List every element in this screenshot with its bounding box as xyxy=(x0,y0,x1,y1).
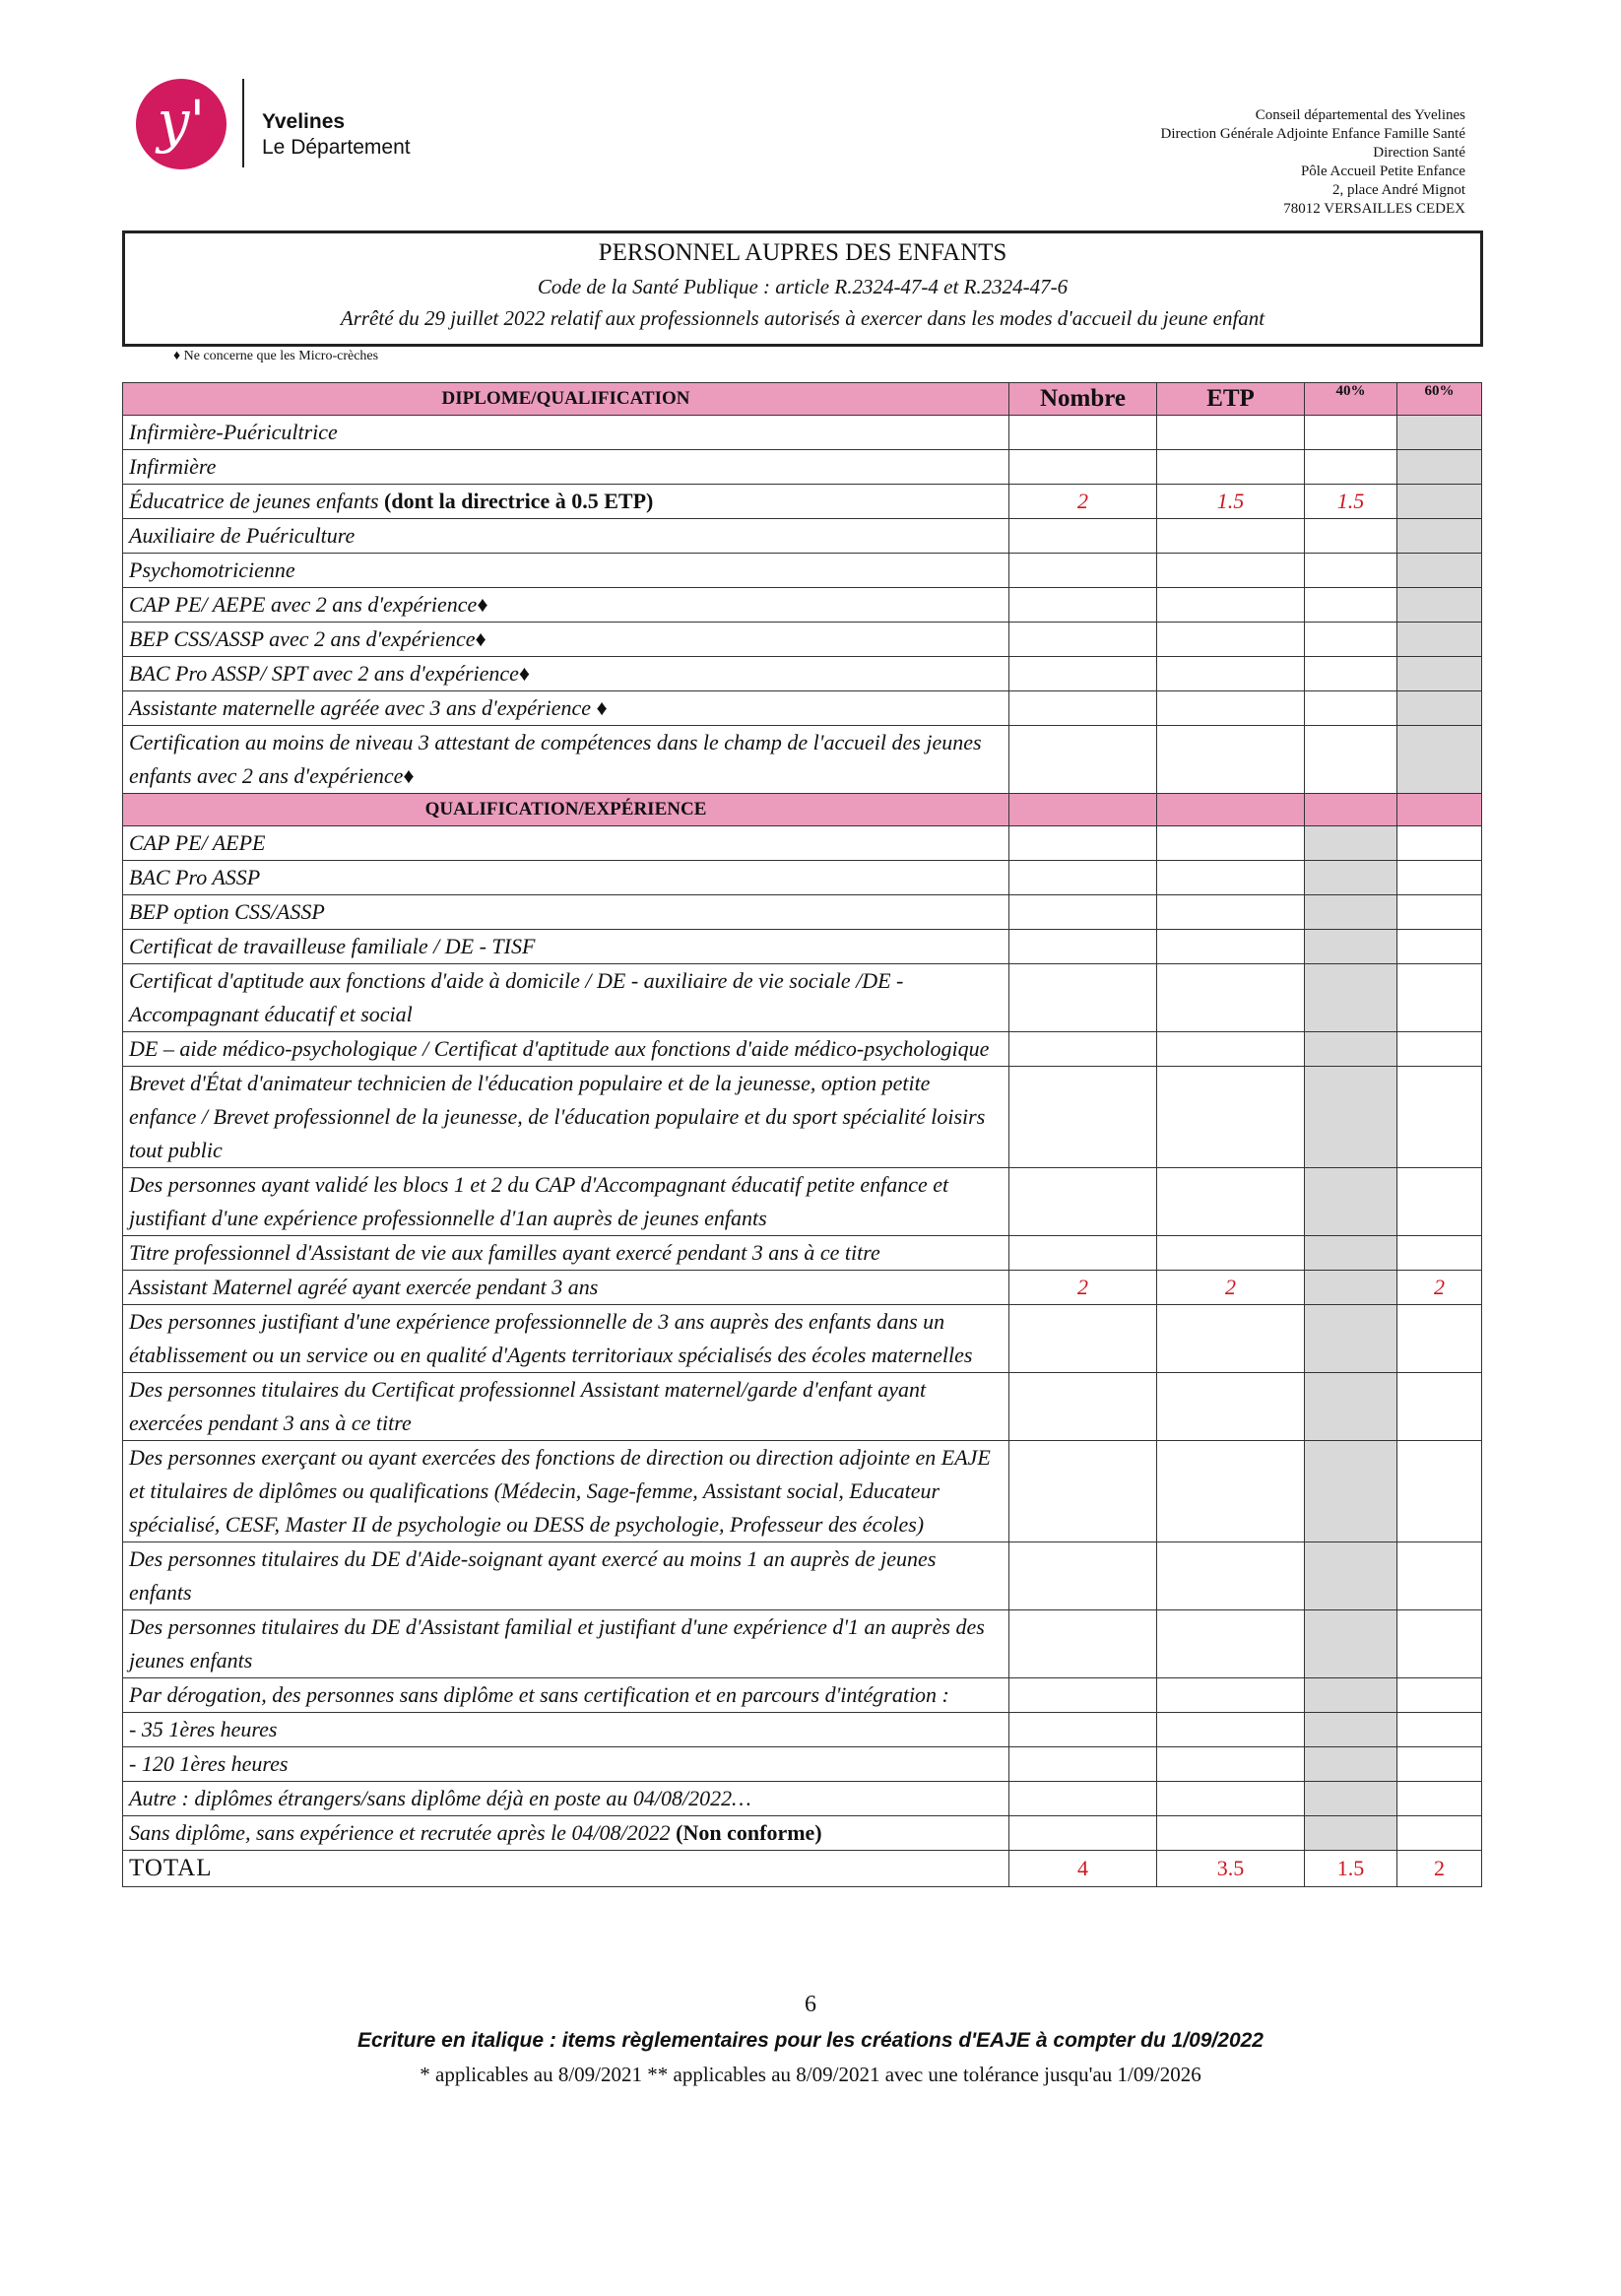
total-60: 2 xyxy=(1397,1851,1482,1887)
cell-etp xyxy=(1157,1067,1305,1168)
cell-60: 2 xyxy=(1397,1271,1482,1305)
row-label xyxy=(123,1610,1009,1678)
table-row xyxy=(123,588,1482,623)
cell-etp xyxy=(1157,1678,1305,1713)
cell-etp xyxy=(1157,1236,1305,1271)
table-row xyxy=(123,826,1482,861)
row-label xyxy=(123,691,1009,726)
total-40: 1.5 xyxy=(1305,1851,1397,1887)
row-label xyxy=(123,1782,1009,1816)
cell-nombre xyxy=(1009,623,1157,657)
cell-nombre xyxy=(1009,416,1157,450)
table-row xyxy=(123,657,1482,691)
cell-60 xyxy=(1397,1067,1482,1168)
cell-etp xyxy=(1157,1373,1305,1441)
table-row xyxy=(123,1542,1482,1610)
row-label xyxy=(123,1067,1009,1168)
cell-nombre xyxy=(1009,691,1157,726)
org-line: Direction Générale Adjointe Enfance Famille Santé xyxy=(1160,126,1465,142)
cell-40 xyxy=(1305,691,1397,726)
cell-etp xyxy=(1157,895,1305,930)
org-line: 2, place André Mignot xyxy=(1332,182,1465,198)
cell-nombre xyxy=(1009,1678,1157,1713)
cell-60 xyxy=(1397,726,1482,794)
cell-40 xyxy=(1305,930,1397,964)
staff-table xyxy=(122,382,1482,1887)
cell-nombre: 2 xyxy=(1009,485,1157,519)
cell-40 xyxy=(1305,826,1397,861)
column-header-nombre: Nombre xyxy=(1009,383,1157,416)
table-header-row xyxy=(123,794,1482,826)
title-box xyxy=(122,230,1483,347)
row-label-text: CAP PE/ AEPE avec 2 ans d'expérience♦ xyxy=(129,592,488,617)
cell-60 xyxy=(1397,930,1482,964)
cell-etp xyxy=(1157,623,1305,657)
cell-60 xyxy=(1397,416,1482,450)
table-row xyxy=(123,1816,1482,1851)
cell-60 xyxy=(1397,1441,1482,1542)
cell-etp xyxy=(1157,1032,1305,1067)
cell-etp xyxy=(1157,450,1305,485)
cell-etp xyxy=(1157,1305,1305,1373)
cell-nombre xyxy=(1009,1168,1157,1236)
cell-60 xyxy=(1397,1678,1482,1713)
cell-60 xyxy=(1397,1305,1482,1373)
cell-40 xyxy=(1305,1032,1397,1067)
row-label-text: Assistant Maternel agréé ayant exercée pendant 3 ans xyxy=(129,1275,599,1299)
row-label-emphasis: (Non conforme) xyxy=(670,1820,822,1845)
cell-nombre xyxy=(1009,1441,1157,1542)
table-row xyxy=(123,691,1482,726)
row-label-text: BEP CSS/ASSP avec 2 ans d'expérience♦ xyxy=(129,626,486,651)
org-line: Conseil départemental des Yvelines xyxy=(1255,107,1465,123)
row-label-text: BEP option CSS/ASSP xyxy=(129,899,325,924)
row-label xyxy=(123,1373,1009,1441)
cell-60 xyxy=(1397,1610,1482,1678)
column-header-60: 60% xyxy=(1397,383,1482,416)
row-label-text: Brevet d'État d'animateur technicien de l'éducation populaire et de la jeunesse, option petite enfance / Brevet professionnel de la jeunesse, de l'éducation populaire et du sport spécialité loisirs tout public xyxy=(129,1071,986,1162)
row-label xyxy=(123,930,1009,964)
cell-nombre: 2 xyxy=(1009,1271,1157,1305)
row-label-text: - 35 1ères heures xyxy=(129,1717,278,1741)
cell-nombre xyxy=(1009,930,1157,964)
table-header-row xyxy=(123,383,1482,416)
cell-nombre xyxy=(1009,1610,1157,1678)
cell-40 xyxy=(1305,964,1397,1032)
cell-etp xyxy=(1157,416,1305,450)
table-row xyxy=(123,895,1482,930)
cell-etp xyxy=(1157,1782,1305,1816)
cell-60 xyxy=(1397,1782,1482,1816)
cell-40 xyxy=(1305,1678,1397,1713)
row-label xyxy=(123,1713,1009,1747)
table-row xyxy=(123,416,1482,450)
table-row xyxy=(123,1271,1482,1305)
cell-40 xyxy=(1305,1816,1397,1851)
cell-etp xyxy=(1157,1441,1305,1542)
yvelines-logo xyxy=(136,79,227,169)
header-blank-cell xyxy=(1157,794,1305,826)
row-label xyxy=(123,861,1009,895)
row-label xyxy=(123,1816,1009,1851)
cell-60 xyxy=(1397,554,1482,588)
header-blank-cell xyxy=(1397,794,1482,826)
cell-nombre xyxy=(1009,964,1157,1032)
organization-address xyxy=(1161,106,1465,219)
row-label-text: Des personnes justifiant d'une expérience professionnelle de 3 ans auprès des enfants dans un établissement ou un service ou en qualité d'Agents territoriaux spécialisés des écoles maternelles xyxy=(129,1309,973,1367)
cell-40: 1.5 xyxy=(1305,485,1397,519)
row-label-text: Psychomotricienne xyxy=(129,558,295,582)
row-label xyxy=(123,554,1009,588)
cell-etp xyxy=(1157,861,1305,895)
cell-40 xyxy=(1305,657,1397,691)
header-blank-cell xyxy=(1305,794,1397,826)
cell-60 xyxy=(1397,1168,1482,1236)
cell-40 xyxy=(1305,588,1397,623)
cell-40 xyxy=(1305,1713,1397,1747)
cell-nombre xyxy=(1009,657,1157,691)
cell-nombre xyxy=(1009,519,1157,554)
total-row xyxy=(123,1851,1482,1887)
page-number: 6 xyxy=(805,1992,816,2017)
row-label xyxy=(123,1747,1009,1782)
section-header-label: QUALIFICATION/EXPÉRIENCE xyxy=(123,794,1009,826)
column-header-40: 40% xyxy=(1305,383,1397,416)
cell-40 xyxy=(1305,416,1397,450)
row-label-text: Infirmière-Puéricultrice xyxy=(129,420,338,444)
cell-nombre xyxy=(1009,1373,1157,1441)
row-label xyxy=(123,1542,1009,1610)
micro-creche-note: ♦ Ne concerne que les Micro-crèches xyxy=(173,349,379,363)
cell-60 xyxy=(1397,826,1482,861)
cell-40 xyxy=(1305,1747,1397,1782)
cell-40 xyxy=(1305,1782,1397,1816)
cell-nombre xyxy=(1009,1747,1157,1782)
cell-40 xyxy=(1305,861,1397,895)
cell-etp: 1.5 xyxy=(1157,485,1305,519)
org-line: Direction Santé xyxy=(1373,145,1465,161)
cell-etp xyxy=(1157,1713,1305,1747)
cell-etp xyxy=(1157,1610,1305,1678)
table-row xyxy=(123,1236,1482,1271)
row-label-text: - 120 1ères heures xyxy=(129,1751,289,1776)
cell-etp xyxy=(1157,691,1305,726)
row-label xyxy=(123,1678,1009,1713)
row-label xyxy=(123,1305,1009,1373)
table-row xyxy=(123,1782,1482,1816)
row-label xyxy=(123,623,1009,657)
row-label xyxy=(123,657,1009,691)
table-row xyxy=(123,519,1482,554)
cell-etp xyxy=(1157,519,1305,554)
cell-60 xyxy=(1397,1373,1482,1441)
table-row xyxy=(123,623,1482,657)
cell-40 xyxy=(1305,623,1397,657)
table-row xyxy=(123,485,1482,519)
row-label xyxy=(123,485,1009,519)
row-label-text: Des personnes titulaires du Certificat professionnel Assistant maternel/garde d'enfant ayant exercées pendant 3 ans à ce titre xyxy=(129,1377,927,1435)
cell-60 xyxy=(1397,1747,1482,1782)
row-label-text: Sans diplôme, sans expérience et recrutée après le 04/08/2022 xyxy=(129,1820,671,1845)
cell-etp xyxy=(1157,1168,1305,1236)
cell-etp xyxy=(1157,588,1305,623)
cell-60 xyxy=(1397,588,1482,623)
row-label xyxy=(123,588,1009,623)
cell-etp xyxy=(1157,1816,1305,1851)
cell-etp xyxy=(1157,826,1305,861)
brand-name: Yvelines xyxy=(262,110,346,133)
logo-glyph: y' xyxy=(157,88,206,155)
row-label-text: Certificat d'aptitude aux fonctions d'aide à domicile / DE - auxiliaire de vie sociale /DE - Accompagnant éducatif et social xyxy=(129,968,904,1026)
org-line: Pôle Accueil Petite Enfance xyxy=(1300,164,1465,179)
row-label xyxy=(123,519,1009,554)
cell-40 xyxy=(1305,1067,1397,1168)
cell-etp xyxy=(1157,657,1305,691)
row-label xyxy=(123,726,1009,794)
cell-40 xyxy=(1305,554,1397,588)
total-label: TOTAL xyxy=(123,1851,1009,1887)
cell-60 xyxy=(1397,861,1482,895)
row-label xyxy=(123,1441,1009,1542)
cell-60 xyxy=(1397,623,1482,657)
row-label-text: Des personnes titulaires du DE d'Aide-soignant ayant exercé au moins 1 an auprès de jeunes enfants xyxy=(129,1546,937,1605)
cell-etp xyxy=(1157,1747,1305,1782)
section-header-label: DIPLOME/QUALIFICATION xyxy=(123,383,1009,416)
cell-60 xyxy=(1397,1542,1482,1610)
cell-etp: 2 xyxy=(1157,1271,1305,1305)
cell-nombre xyxy=(1009,1032,1157,1067)
column-header-etp: ETP xyxy=(1157,383,1305,416)
cell-nombre xyxy=(1009,726,1157,794)
row-label-text: Des personnes ayant validé les blocs 1 et 2 du CAP d'Accompagnant éducatif petite enfance et justifiant d'une expérience professionnelle d'1an auprès de jeunes enfants xyxy=(129,1172,949,1230)
cell-60 xyxy=(1397,1032,1482,1067)
cell-60 xyxy=(1397,895,1482,930)
cell-40 xyxy=(1305,1441,1397,1542)
table-row xyxy=(123,1713,1482,1747)
cell-40 xyxy=(1305,519,1397,554)
logo-divider xyxy=(242,79,244,167)
row-label xyxy=(123,1271,1009,1305)
header-blank-cell xyxy=(1009,794,1157,826)
table-row xyxy=(123,1678,1482,1713)
cell-nombre xyxy=(1009,861,1157,895)
cell-40 xyxy=(1305,1373,1397,1441)
row-label-text: Certificat de travailleuse familiale / DE - TISF xyxy=(129,934,536,958)
table-row xyxy=(123,1373,1482,1441)
cell-nombre xyxy=(1009,1542,1157,1610)
org-line: 78012 VERSAILLES CEDEX xyxy=(1283,201,1465,217)
table-row xyxy=(123,964,1482,1032)
cell-40 xyxy=(1305,1271,1397,1305)
row-label-text: Par dérogation, des personnes sans diplôme et sans certification et en parcours d'intégration : xyxy=(129,1682,949,1707)
cell-60 xyxy=(1397,964,1482,1032)
total-etp: 3.5 xyxy=(1157,1851,1305,1887)
footer-applicability-note: * applicables au 8/09/2021 ** applicables au 8/09/2021 avec une tolérance jusqu'au 1/09/2026 xyxy=(420,2063,1201,2086)
cell-nombre xyxy=(1009,826,1157,861)
cell-nombre xyxy=(1009,895,1157,930)
cell-etp xyxy=(1157,930,1305,964)
row-label-text: Éducatrice de jeunes enfants xyxy=(129,489,379,513)
cell-etp xyxy=(1157,964,1305,1032)
cell-nombre xyxy=(1009,588,1157,623)
row-label-text: Infirmière xyxy=(129,454,217,479)
row-label xyxy=(123,826,1009,861)
row-label-text: Assistante maternelle agréée avec 3 ans d'expérience ♦ xyxy=(129,695,608,720)
cell-40 xyxy=(1305,726,1397,794)
cell-etp xyxy=(1157,1542,1305,1610)
row-label-text: BAC Pro ASSP xyxy=(129,865,261,889)
table-row xyxy=(123,930,1482,964)
title-arrete-reference: Arrêté du 29 juillet 2022 relatif aux professionnels autorisés à exercer dans les modes d'accueil du jeune enfant xyxy=(340,306,1265,330)
row-label xyxy=(123,416,1009,450)
row-label xyxy=(123,450,1009,485)
row-label xyxy=(123,895,1009,930)
table-row xyxy=(123,1441,1482,1542)
cell-nombre xyxy=(1009,1236,1157,1271)
table-row xyxy=(123,1168,1482,1236)
row-label-text: Certification au moins de niveau 3 attestant de compétences dans le champ de l'accueil des jeunes enfants avec 2 ans d'expérience♦ xyxy=(129,730,982,788)
cell-etp xyxy=(1157,726,1305,794)
row-label xyxy=(123,964,1009,1032)
page-title: PERSONNEL AUPRES DES ENFANTS xyxy=(598,239,1007,266)
cell-60 xyxy=(1397,1816,1482,1851)
table-row xyxy=(123,1610,1482,1678)
cell-nombre xyxy=(1009,1713,1157,1747)
cell-40 xyxy=(1305,450,1397,485)
cell-nombre xyxy=(1009,1782,1157,1816)
row-label-text: Auxiliaire de Puériculture xyxy=(129,523,356,548)
cell-60 xyxy=(1397,691,1482,726)
row-label-text: DE – aide médico-psychologique / Certificat d'aptitude aux fonctions d'aide médico-psychologique xyxy=(129,1036,990,1061)
row-label-text: CAP PE/ AEPE xyxy=(129,830,266,855)
title-code-reference: Code de la Santé Publique : article R.2324-47-4 et R.2324-47-6 xyxy=(537,275,1069,298)
cell-40 xyxy=(1305,1542,1397,1610)
row-label-text: BAC Pro ASSP/ SPT avec 2 ans d'expérience♦ xyxy=(129,661,531,686)
cell-nombre xyxy=(1009,450,1157,485)
cell-nombre xyxy=(1009,1305,1157,1373)
cell-60 xyxy=(1397,1236,1482,1271)
table-row xyxy=(123,1305,1482,1373)
cell-60 xyxy=(1397,1713,1482,1747)
cell-nombre xyxy=(1009,1067,1157,1168)
cell-60 xyxy=(1397,657,1482,691)
table-row xyxy=(123,1067,1482,1168)
cell-60 xyxy=(1397,450,1482,485)
row-label-text: Autre : diplômes étrangers/sans diplôme déjà en poste au 04/08/2022… xyxy=(129,1786,751,1810)
cell-etp xyxy=(1157,554,1305,588)
row-label xyxy=(123,1032,1009,1067)
cell-nombre xyxy=(1009,554,1157,588)
row-label-text: Des personnes exerçant ou ayant exercées des fonctions de direction ou direction adjointe en EAJE et titulaires de diplômes ou qualifications (Médecin, Sage-femme, Assistant social, Educateur spécialisé, CESF, Master II de psychologie ou DESS de psychologie, Professeur des écoles) xyxy=(129,1445,991,1537)
cell-nombre xyxy=(1009,1816,1157,1851)
footer-italic-note: Ecriture en italique : items règlementaires pour les créations d'EAJE à compter du 1/09/2022 xyxy=(357,2029,1264,2052)
table-row xyxy=(123,450,1482,485)
row-label xyxy=(123,1236,1009,1271)
cell-40 xyxy=(1305,1168,1397,1236)
cell-40 xyxy=(1305,895,1397,930)
brand-subtitle: Le Département xyxy=(262,136,411,159)
row-label-emphasis: (dont la directrice à 0.5 ETP) xyxy=(378,489,654,513)
cell-40 xyxy=(1305,1236,1397,1271)
cell-40 xyxy=(1305,1305,1397,1373)
table-row xyxy=(123,1032,1482,1067)
row-label-text: Des personnes titulaires du DE d'Assistant familial et justifiant d'une expérience d'1 an auprès des jeunes enfants xyxy=(129,1614,985,1673)
total-nombre: 4 xyxy=(1009,1851,1157,1887)
row-label-text: Titre professionnel d'Assistant de vie aux familles ayant exercé pendant 3 ans à ce titre xyxy=(129,1240,880,1265)
cell-60 xyxy=(1397,485,1482,519)
table-row xyxy=(123,861,1482,895)
row-label xyxy=(123,1168,1009,1236)
table-row xyxy=(123,1747,1482,1782)
table-row xyxy=(123,554,1482,588)
cell-60 xyxy=(1397,519,1482,554)
table-row xyxy=(123,726,1482,794)
cell-40 xyxy=(1305,1610,1397,1678)
